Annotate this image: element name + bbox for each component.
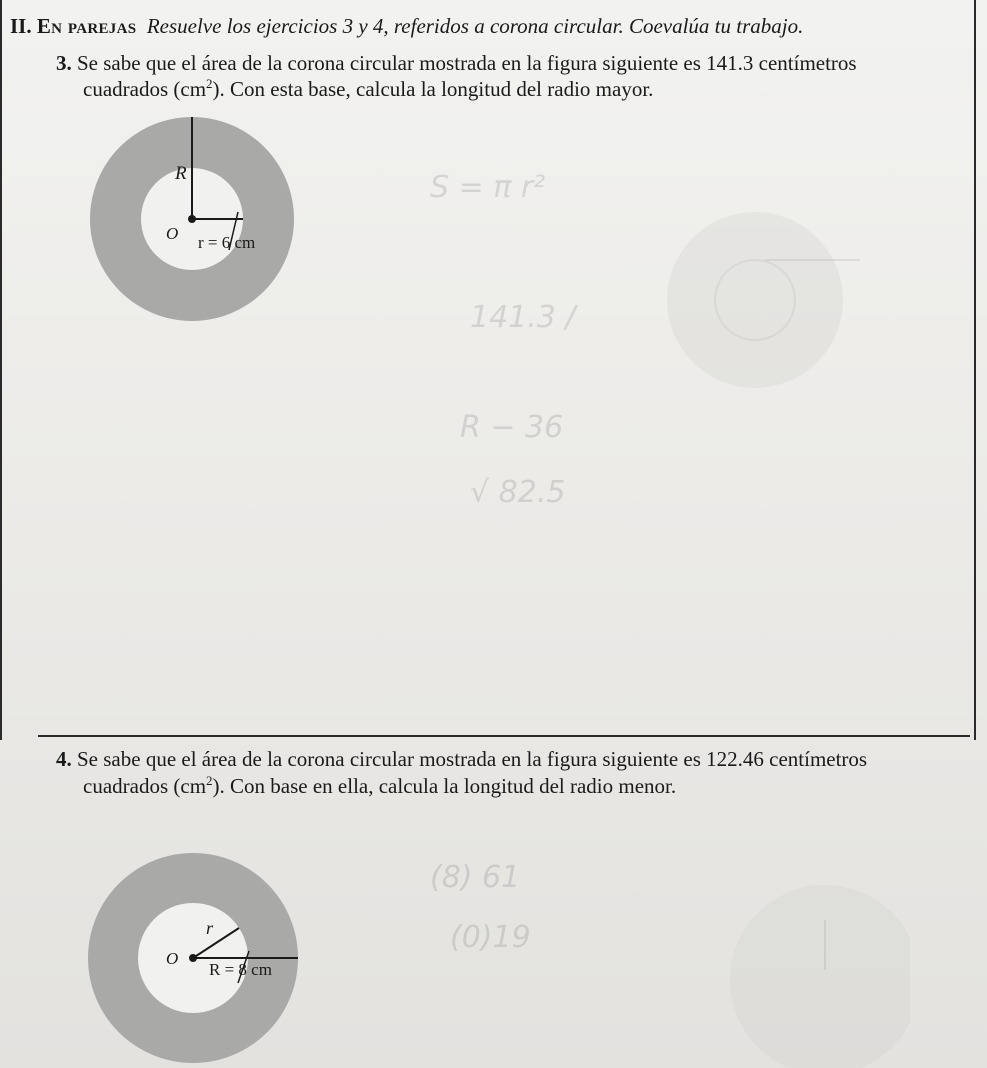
section-number: II.: [10, 14, 32, 38]
show-through-text: S = π r²: [430, 170, 546, 205]
outer-radius-label: R = 8 cm: [209, 960, 272, 979]
problem-4-line2-start: cuadrados (cm: [83, 774, 207, 798]
frame-right-border: [974, 0, 976, 740]
problem-3-annulus-figure: [88, 115, 308, 330]
section-instruction: Resuelve los ejercicios 3 y 4, referidos a corona circular. Coevalúa tu trabajo.: [146, 14, 804, 38]
problem-3-text-line2: [83, 76, 653, 102]
section-header: [10, 14, 803, 39]
center-label: O: [166, 949, 179, 968]
frame-left-border: [0, 0, 2, 740]
show-through-circle: [660, 210, 860, 390]
show-through-text: √ 82.5: [470, 475, 566, 510]
problem-4-line2-end: ). Con base en ella, calcula la longitud del radio menor.: [212, 774, 677, 798]
problem-4-text-line1: [56, 746, 867, 772]
show-through-text: (8) 61: [430, 860, 521, 895]
show-through-circle: [730, 870, 910, 1068]
problem-3-line1: Se sabe que el área de la corona circular mostrada en la figura siguiente es 141.3 centímetros: [77, 51, 857, 75]
section-label: En parejas: [36, 14, 137, 38]
problem-4-line1: Se sabe que el área de la corona circular mostrada en la figura siguiente es 122.46 centímetros: [77, 747, 868, 771]
show-through-text: 141.3 /: [470, 300, 576, 335]
problem-3-text-line1: [56, 50, 857, 76]
problem-4-number: 4.: [56, 747, 72, 771]
problem-3-line2-start: cuadrados (cm: [83, 77, 207, 101]
problem-4-text-line2: [83, 773, 676, 799]
section-divider: [38, 735, 970, 737]
outer-radius-label: R: [175, 163, 187, 184]
center-point: [188, 215, 196, 223]
problem-3-number: 3.: [56, 51, 72, 75]
show-through-text: (0)19: [450, 920, 531, 955]
inner-radius-label: r: [206, 918, 214, 938]
problem-3-line2-end: ). Con esta base, calcula la longitud del radio mayor.: [212, 77, 654, 101]
show-through-text: R − 36: [460, 410, 564, 445]
problem-4-annulus-figure: [86, 830, 316, 1068]
center-point: [189, 954, 197, 962]
center-label: O: [166, 224, 179, 243]
problem-4-exponent: 2: [206, 773, 213, 788]
problem-3-exponent: 2: [206, 76, 213, 91]
inner-radius-label: r = 6 cm: [198, 233, 256, 252]
